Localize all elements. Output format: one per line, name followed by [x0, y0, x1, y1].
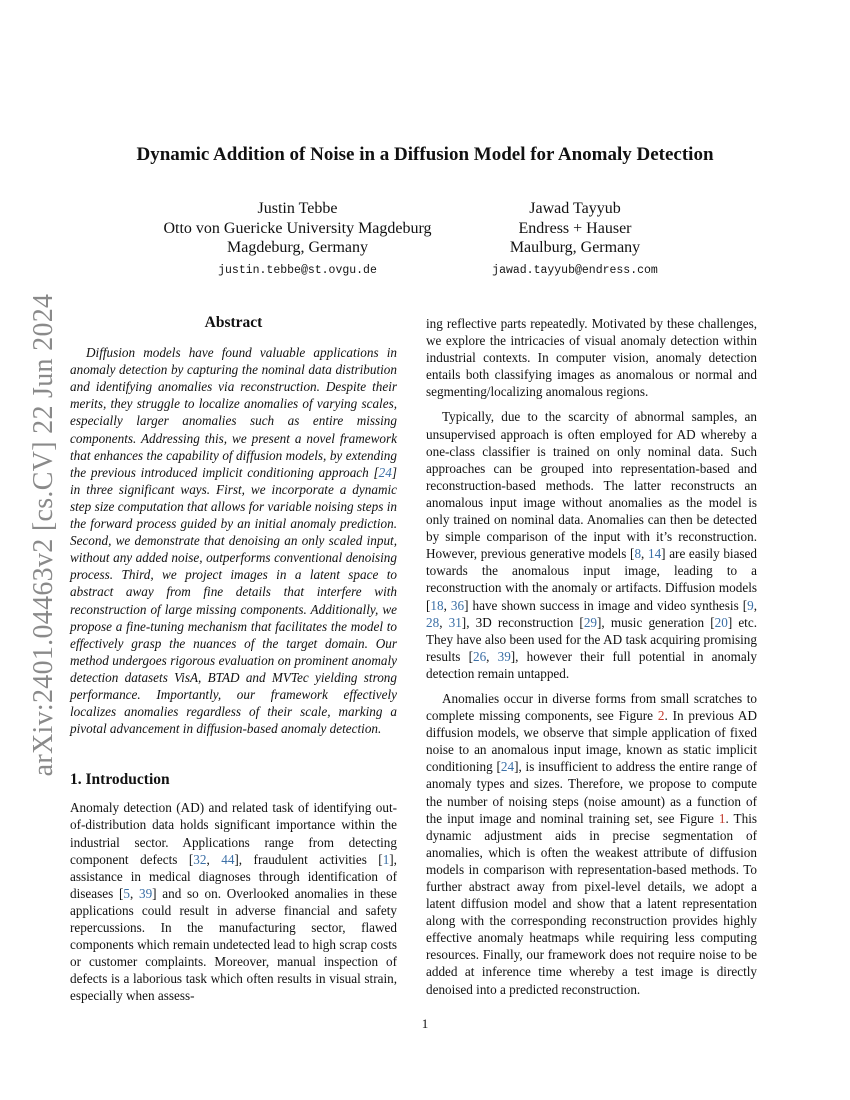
citation-link[interactable]: 29 — [583, 614, 597, 630]
citation-link[interactable]: 39 — [138, 885, 153, 901]
citation-link[interactable]: 44 — [221, 851, 235, 867]
intro-paragraph: Anomaly detection (AD) and related task of identifying out-of-distribution data holds significant importance within the industrial sector. Applications range from detecting component defects [32, 44], fraudulent activities [1], assistance in medical diagnoses through identification of diseases [5, 39] and so on. Overlooked anomalies in these applications could result in adverse financial and safety repercussions. In the manufacturing sector, flawed components which remain undetected lead to high scrap costs or customer complaints. Moreover, manual inspection of defects is a laborious task which often results in visual strain, especially when assess- — [70, 800, 398, 1004]
author-email[interactable]: jawad.tayyub@endress.com — [492, 263, 658, 277]
citation-link[interactable]: 31 — [448, 614, 462, 630]
author-block-1 — [150, 199, 445, 280]
citation-link[interactable]: 32 — [193, 851, 207, 867]
author-block-2 — [470, 199, 680, 280]
author-email[interactable]: justin.tebbe@st.ovgu.de — [218, 263, 377, 277]
citation-link[interactable]: 36 — [450, 597, 465, 613]
citation-link[interactable]: 24 — [500, 759, 515, 775]
abstract-heading: Abstract — [204, 314, 263, 331]
figure-link[interactable]: 1 — [718, 810, 726, 826]
citation-link[interactable]: 28 — [426, 614, 440, 630]
paper-title: Dynamic Addition of Noise in a Diffusion Model for Anomaly Detection — [136, 144, 714, 165]
abstract-text: Diffusion models have found valuable applications in anomaly detection by capturing the nominal data distribution and identifying anomalies via reconstruction. Despite their merits, they struggle to localize anomalies of varying scales, especially larger anomalies such as entire missing components. Addressing this, we present a novel framework that enhances the capability of diffusion models, by extending the previous introduced implicit conditioning approach [24] in three significant ways. First, we incorporate a dynamic step size computation that allows for variable noising steps in the forward process guided by an initial anomaly prediction. Second, we demonstrate that denoising an only scaled input, without any added noise, outperforms conventional denoising process. Third, we project images in a latent space to abstract away from fine details that interfere with reconstruction of large missing components. Additionally, we propose a fine-tuning mechanism that facilitates the model to effectively grasp the nuances of the target domain. Our method undergoes rigorous evaluation on prominent anomaly detection datasets VisA, BTAD and MVTec yielding strong performance. Importantly, our framework effectively localizes anomalies regardless of their scale, marking a pivotal advancement in diffusion-based anomaly detection. — [70, 345, 397, 737]
citation-link[interactable]: 5 — [123, 885, 130, 901]
intro-paragraph: ing reflective parts repeatedly. Motivated by these challenges, we explore the intricacies of visual anomaly detection within industrial contexts. In computer vision, anomaly detection entails both classifying images as anomalous or normal and segmenting/localizing anomalous regions. — [426, 316, 757, 400]
page-number: 1 — [421, 1016, 429, 1031]
author-location: Magdeburg, Germany — [227, 239, 368, 256]
author-location: Maulburg, Germany — [509, 239, 641, 256]
right-column — [426, 315, 757, 998]
author-affiliation: Otto von Guericke University Magdeburg — [163, 219, 432, 237]
figure-link[interactable]: 2 — [657, 708, 665, 724]
citation-link[interactable]: 26 — [472, 648, 487, 664]
author-affiliation: Endress + Hauser — [518, 219, 632, 237]
citation-link[interactable]: 24 — [378, 464, 392, 480]
arxiv-stamp: arXiv:2401.04463v2 [cs.CV] 22 Jun 2024 — [28, 293, 59, 777]
citation-link[interactable]: 1 — [382, 851, 390, 867]
citation-link[interactable]: 39 — [497, 648, 511, 664]
author-name: Jawad Tayyub — [529, 200, 621, 217]
citation-link[interactable]: 18 — [430, 597, 444, 613]
citation-link[interactable]: 8 — [634, 546, 642, 562]
citation-link[interactable]: 14 — [647, 546, 662, 562]
intro-paragraph: Typically, due to the scarcity of abnormal samples, an unsupervised approach is often employed for AD whereby a one-class classifier is trained on only nominal data. Such approaches can be grouped into representation-based and reconstruction-based methods. The latter reconstructs an anomalous input image without anomalies as the model is only trained on nominal data. Anomalies can then be detected by simple comparison of the input with it’s reconstruction. However, previous generative models [8, 14] are easily biased towards the anomalous input image, leading to a reconstruction with the anomaly or artifacts. Diffusion models [18, 36] have shown success in image and video synthesis [9, 28, 31], 3D reconstruction [29], music generation [20] etc. They have also been used for the AD task acquiring promising results [26, 39], however their full potential in anomaly detection remain untapped. — [426, 409, 758, 681]
citation-link[interactable]: 9 — [747, 597, 754, 613]
intro-paragraph: Anomalies occur in diverse forms from small scratches to complete missing components, see Figure 2. In previous AD diffusion models, we observe that simple application of fixed noise to an anomalous input image, known as static implicit conditioning [24], is insufficient to address the entire range of anomaly types and sizes. Therefore, we propose to compute the number of noising steps (noise amount) as a function of the input image and nominal training set, see Figure 1. This dynamic adjustment aids in precise segmentation of anomalies, which is often the weakest attribute of diffusion models in comparison with representation-based methods. To further abstract away from pixel-level details, we adopt a latent diffusion model and show that a latent representation along with the corresponding reconstruction provides highly effective anomaly heatmaps while requiring less computing resources. Finally, our framework does not require noise to be added at inference time whereby a test image is directly denoised into a predicted reconstruction. — [426, 690, 758, 997]
introduction-heading: 1. Introduction — [70, 771, 170, 789]
left-column — [70, 314, 397, 1004]
author-name: Justin Tebbe — [257, 200, 338, 217]
citation-link[interactable]: 20 — [714, 614, 728, 630]
